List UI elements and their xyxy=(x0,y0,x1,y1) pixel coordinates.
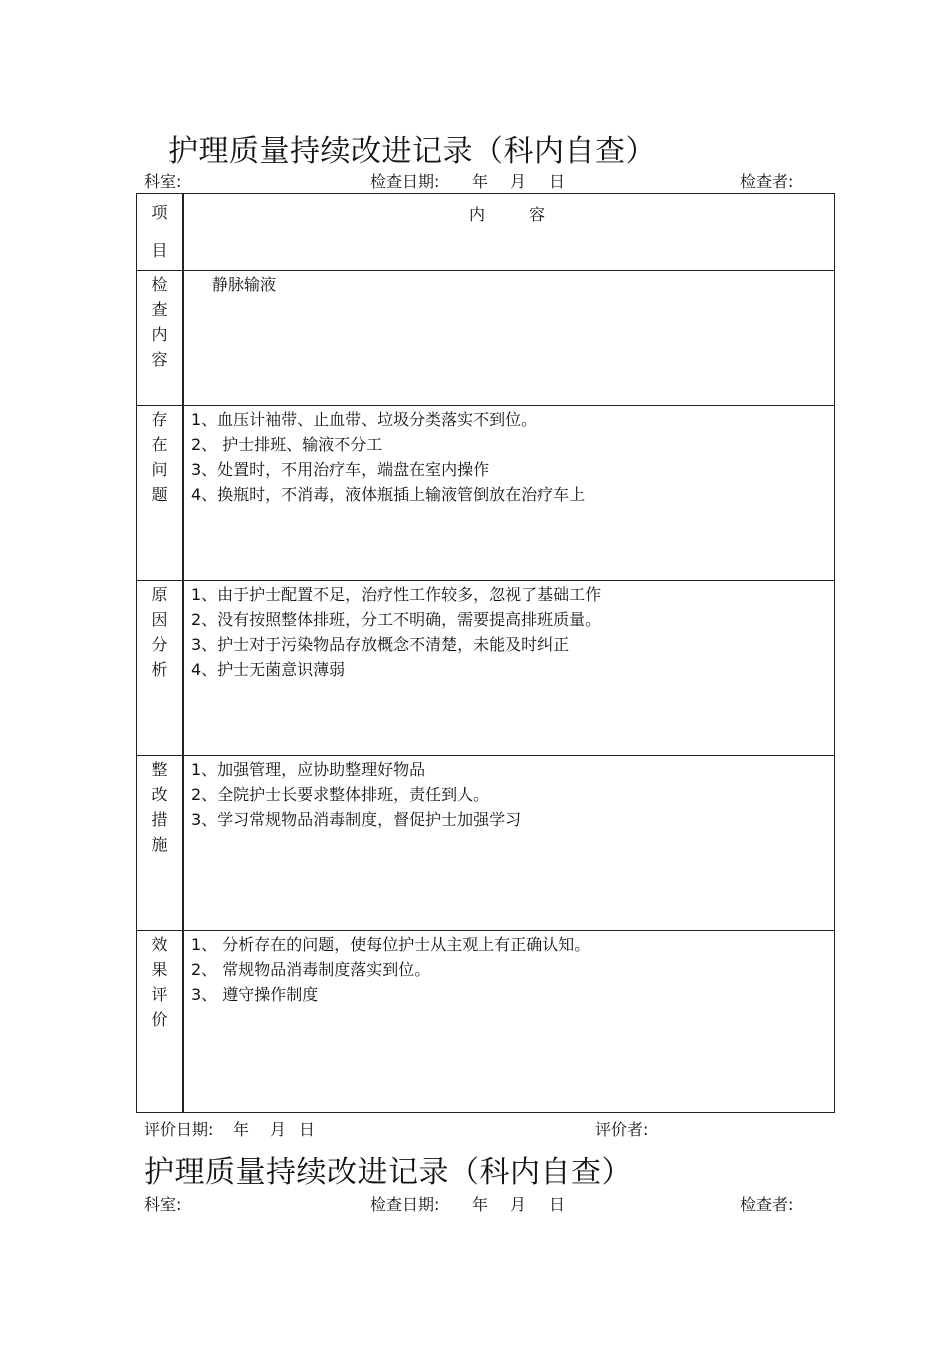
check-item: 静脉输液 xyxy=(212,275,277,294)
row-content-cell xyxy=(183,756,835,931)
label-char: 效 xyxy=(151,935,168,954)
day-label: 日 xyxy=(549,1195,566,1214)
eval-month-label: 月 xyxy=(270,1120,287,1139)
label-char: 在 xyxy=(151,435,168,454)
content-header: 内容 xyxy=(468,205,589,224)
table-row xyxy=(137,931,835,1113)
label-char: 价 xyxy=(151,1010,168,1029)
list-item: 2、 护士排班、输液不分工 xyxy=(191,435,383,454)
label-char: 措 xyxy=(151,810,168,829)
list-item: 4、护士无菌意识薄弱 xyxy=(191,660,346,679)
label-char: 果 xyxy=(151,960,168,979)
list-item: 3、处置时，不用治疗车，端盘在室内操作 xyxy=(191,460,490,479)
row-content-cell xyxy=(183,581,835,756)
list-item: 2、没有按照整体排班，分工不明确，需要提高排班质量。 xyxy=(191,610,602,629)
list-item: 1、 分析存在的问题，使每位护士从主观上有正确认知。 xyxy=(191,935,591,954)
day-label: 日 xyxy=(549,172,566,191)
row-label-cell xyxy=(137,931,184,1113)
row-content-cell xyxy=(183,406,835,581)
page2-title: 护理质量持续改进记录（科内自查） xyxy=(144,1155,632,1190)
table-row xyxy=(137,271,835,406)
table-row xyxy=(137,406,835,581)
header-row xyxy=(0,169,950,191)
page2-header-row xyxy=(0,1192,950,1214)
label-char: 目 xyxy=(151,241,168,260)
label-char: 评 xyxy=(151,985,168,1004)
month-label: 月 xyxy=(510,1195,527,1214)
label-char: 析 xyxy=(151,660,168,679)
list-item: 4、换瓶时，不消毒，液体瓶插上输液管倒放在治疗车上 xyxy=(191,485,586,504)
table-row xyxy=(137,756,835,931)
row-label-cell xyxy=(137,756,184,931)
inspector-label: 检查者: xyxy=(740,1195,794,1214)
label-char: 查 xyxy=(151,300,168,319)
dept-label: 科室: xyxy=(144,1195,182,1214)
label-char: 检 xyxy=(151,275,168,294)
year-label: 年 xyxy=(472,1195,489,1214)
record-table xyxy=(136,193,835,1113)
list-item: 3、护士对于污染物品存放概念不清楚，未能及时纠正 xyxy=(191,635,570,654)
row-label-cell xyxy=(137,581,184,756)
evaluator-label: 评价者: xyxy=(595,1120,649,1139)
header-label-cell xyxy=(137,194,184,271)
list-item: 3、学习常规物品消毒制度，督促护士加强学习 xyxy=(191,810,522,829)
year-label: 年 xyxy=(472,172,489,191)
label-char: 原 xyxy=(151,585,168,604)
list-item: 1、血压计袖带、止血带、垃圾分类落实不到位。 xyxy=(191,410,538,429)
page-title: 护理质量持续改进记录（科内自查） xyxy=(168,134,656,169)
list-item: 1、由于护士配置不足，治疗性工作较多，忽视了基础工作 xyxy=(191,585,602,604)
label-char: 内 xyxy=(151,325,168,344)
label-char: 问 xyxy=(151,460,168,479)
row-content-cell xyxy=(183,271,835,406)
check-date-label: 检查日期: xyxy=(370,172,440,191)
label-char: 存 xyxy=(151,410,168,429)
eval-day-label: 日 xyxy=(299,1120,316,1139)
check-date-label: 检查日期: xyxy=(370,1195,440,1214)
eval-date-label: 评价日期: xyxy=(144,1120,214,1139)
row-label-cell xyxy=(137,406,184,581)
label-char: 分 xyxy=(151,635,168,654)
label-char: 施 xyxy=(151,835,168,854)
list-item: 2、全院护士长要求整体排班，责任到人。 xyxy=(191,785,490,804)
table-header-row xyxy=(137,194,835,271)
eval-year-label: 年 xyxy=(233,1120,250,1139)
table-row xyxy=(137,581,835,756)
header-content-cell xyxy=(183,194,835,271)
inspector-label: 检查者: xyxy=(740,172,794,191)
list-item: 3、 遵守操作制度 xyxy=(191,985,319,1004)
label-char: 因 xyxy=(151,610,168,629)
label-char: 项 xyxy=(151,203,168,222)
row-content-cell xyxy=(183,931,835,1113)
label-char: 改 xyxy=(151,785,168,804)
label-char: 题 xyxy=(151,485,168,504)
row-label-cell xyxy=(137,271,184,406)
month-label: 月 xyxy=(510,172,527,191)
label-char: 容 xyxy=(151,350,168,369)
dept-label: 科室: xyxy=(144,172,182,191)
label-char: 整 xyxy=(151,760,168,779)
footer-row xyxy=(0,1117,950,1139)
list-item: 1、加强管理，应协助整理好物品 xyxy=(191,760,426,779)
list-item: 2、 常规物品消毒制度落实到位。 xyxy=(191,960,431,979)
